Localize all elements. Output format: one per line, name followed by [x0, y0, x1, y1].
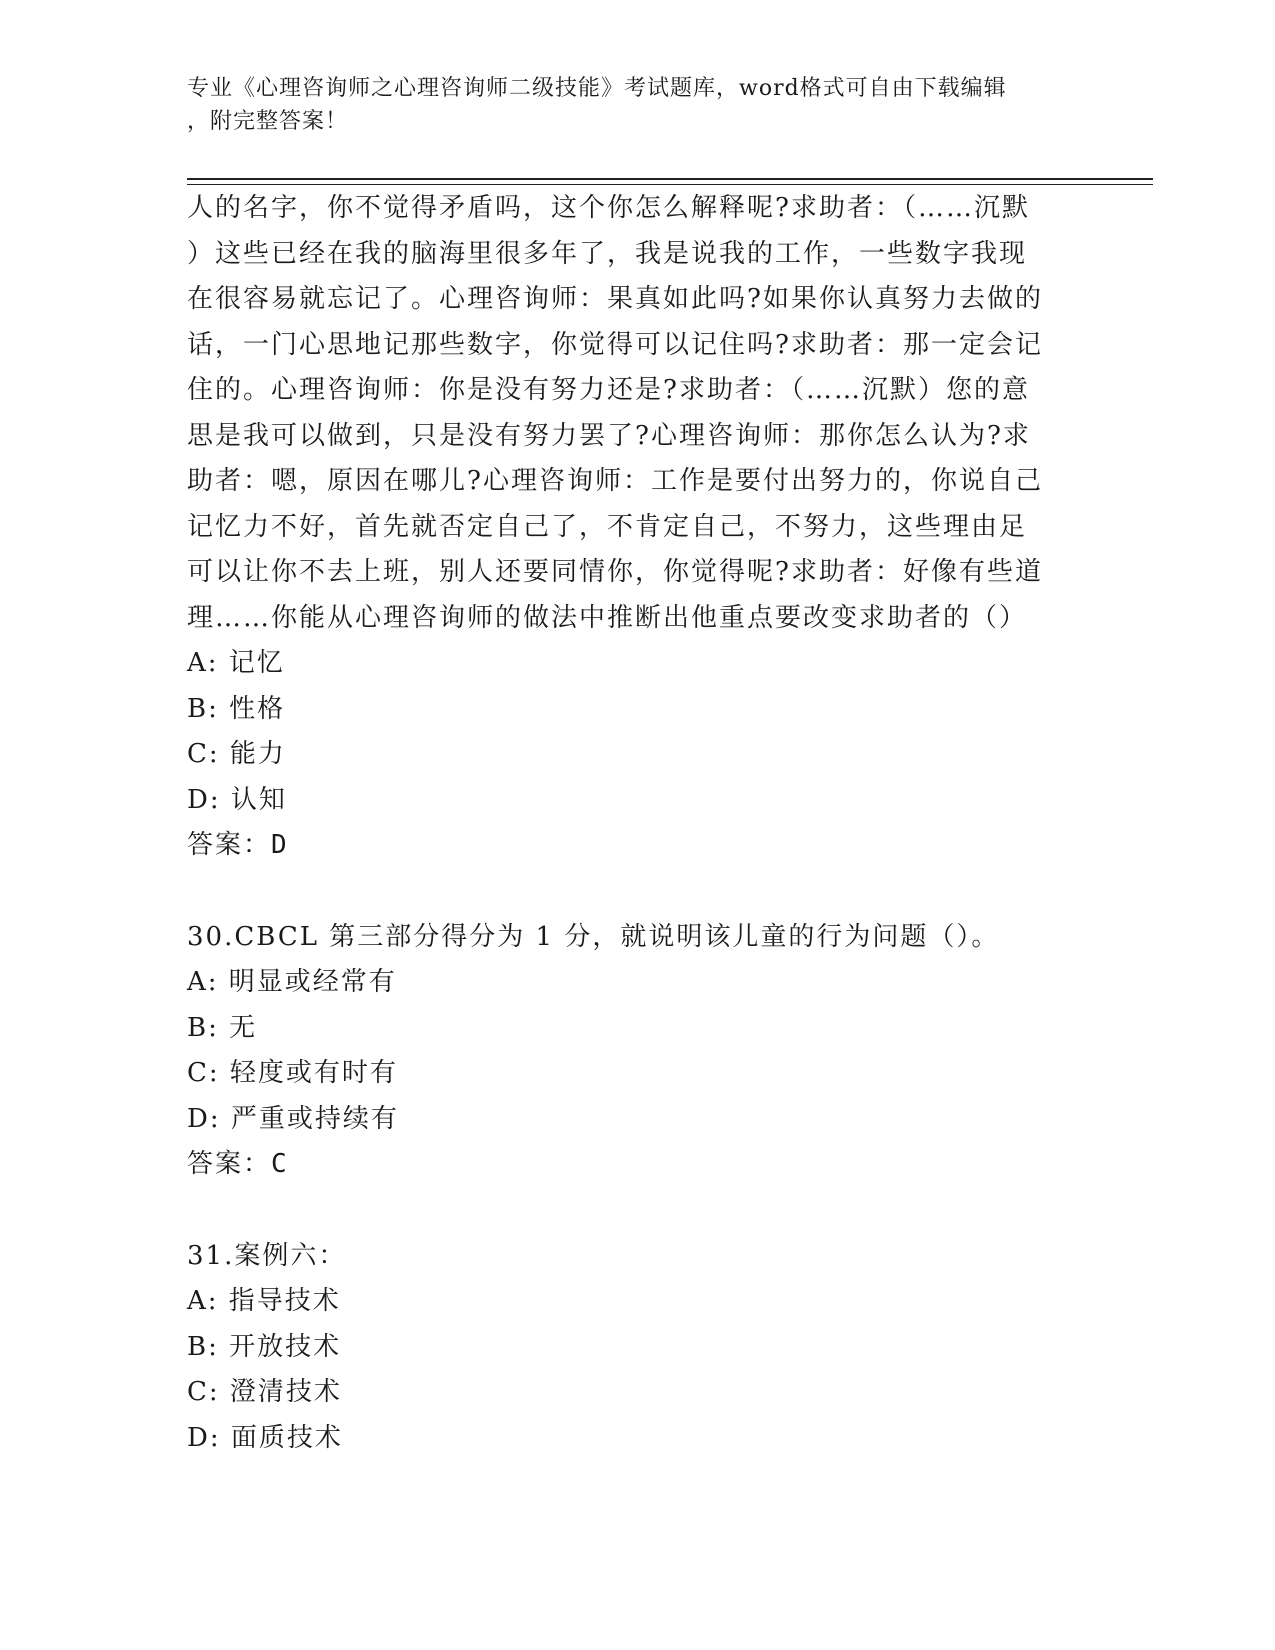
question-29-line: 住的。心理咨询师：你是没有努力还是?求助者：（……沉默）您的意: [187, 375, 1030, 405]
question-31-title: 31.案例六：: [187, 1240, 347, 1271]
option-d: D: 面质技术: [187, 1422, 343, 1453]
option-d: D: 认知: [187, 784, 287, 815]
header-rule-thin: [187, 184, 1153, 185]
option-b: B: 开放技术: [187, 1331, 342, 1362]
answer-value: C: [271, 1149, 289, 1179]
question-29-line: 记忆力不好，首先就否定自己了，不肯定自己，不努力，这些理由足: [187, 511, 1028, 542]
option-c: C: 澄清技术: [187, 1377, 342, 1407]
option-b: B: 性格: [187, 693, 286, 724]
option-a: A: 明显或经常有: [187, 967, 397, 997]
question-29-line: 话，一门心思地记那些数字，你觉得可以记住吗?求助者：那一定会记: [187, 329, 1043, 360]
question-29-line: 理……你能从心理咨询师的做法中推断出他重点要改变求助者的（）: [187, 602, 1028, 633]
header-rule-thick: [187, 178, 1153, 180]
option-b: B: 无: [187, 1012, 258, 1043]
header-line-2: ，附完整答案！: [187, 109, 349, 134]
option-a: A: 记忆: [187, 648, 285, 678]
question-29-line: 思是我可以做到，只是没有努力罢了?心理咨询师：那你怎么认为?求: [187, 420, 1031, 451]
question-29-line: 人的名字，你不觉得矛盾吗，这个你怎么解释呢?求助者：（……沉默: [187, 193, 1030, 223]
document-header: [187, 72, 1077, 138]
answer-29: [187, 823, 1077, 869]
question-29: [187, 186, 1077, 869]
header-line-1: 专业《心理咨询师之心理咨询师二级技能》考试题库，word格式可自由下载编辑: [187, 76, 1007, 101]
option-a: A: 指导技术: [187, 1286, 341, 1316]
question-29-line: 助者：嗯，原因在哪儿?心理咨询师：工作是要付出努力的，你说自己: [187, 466, 1043, 496]
question-29-line: 在很容易就忘记了。心理咨询师：果真如此吗?如果你认真努力去做的: [187, 284, 1043, 314]
option-c: C: 能力: [187, 739, 286, 769]
question-31: [187, 1234, 1077, 1462]
option-c: C: 轻度或有时有: [187, 1058, 398, 1088]
question-30-title: 30.CBCL 第三部分得分为 1 分，就说明该儿童的行为问题（）。: [187, 921, 1000, 952]
answer-label: 答案：: [187, 830, 272, 860]
question-30: [187, 915, 1077, 1188]
question-29-line: ）这些已经在我的脑海里很多年了，我是说我的工作，一些数字我现: [187, 238, 1028, 269]
answer-label: 答案：: [187, 1149, 272, 1179]
option-d: D: 严重或持续有: [187, 1103, 399, 1134]
answer-30: [187, 1142, 1077, 1188]
question-29-line: 可以让你不去上班，别人还要同情你，你觉得呢?求助者：好像有些道: [187, 557, 1043, 587]
answer-value: D: [271, 830, 289, 860]
document-body: [187, 186, 1077, 1461]
